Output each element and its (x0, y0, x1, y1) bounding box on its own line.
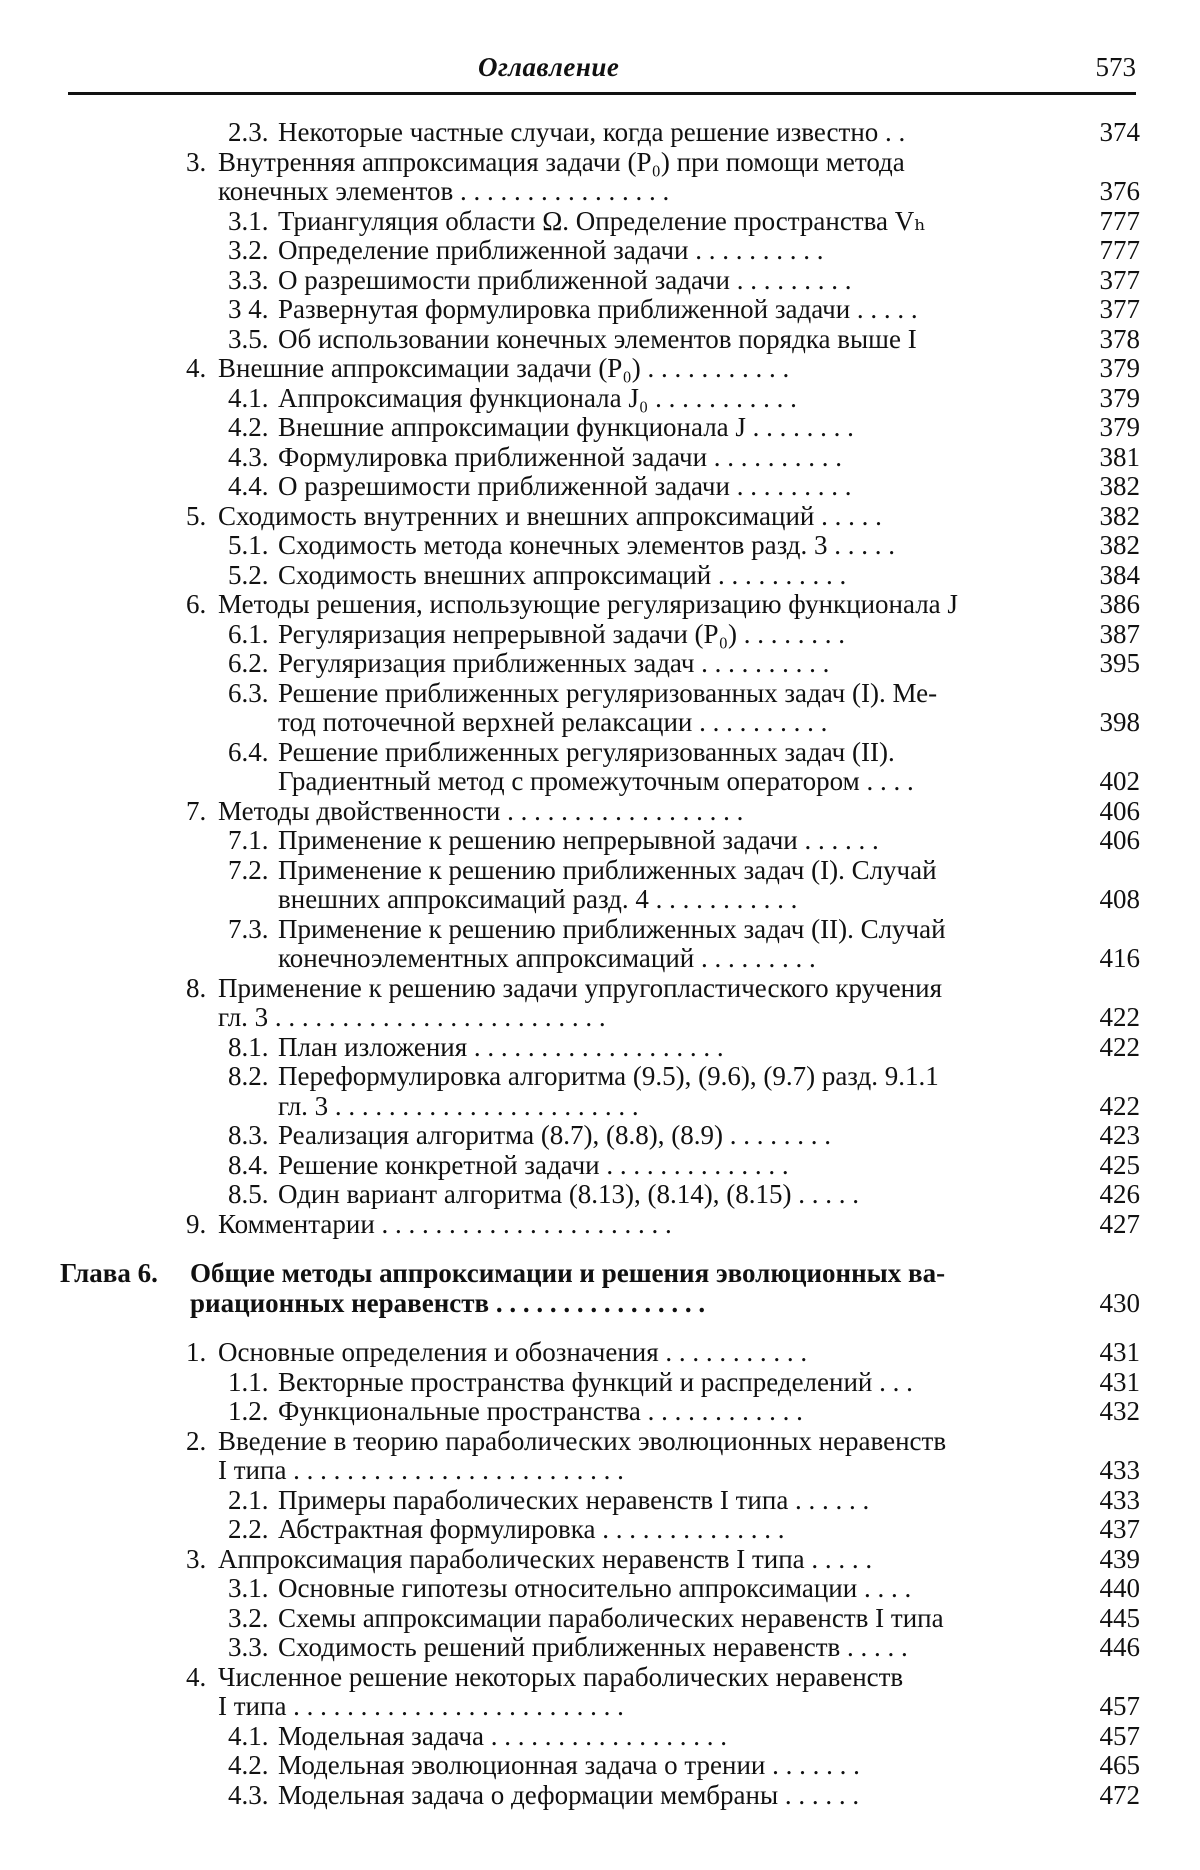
toc-entry (60, 974, 1140, 1033)
page-number: 573 (1095, 52, 1136, 82)
toc-entry (60, 207, 1140, 237)
entry-number: 6.4. (228, 736, 269, 767)
entry-title: Решение конкретной задачи . . . . . . . . . . . . . . (278, 1150, 789, 1180)
entry-title: Сходимость решений приближенных неравенств . . . . . (278, 1633, 908, 1662)
entry-title: Применение к решению задачи упругопластического кручения (218, 973, 942, 1003)
entry-number: 7.3. (228, 913, 269, 944)
entry-title: Основные определения и обозначения . . . . . . . . . . . (218, 1338, 808, 1367)
entry-title: Функциональные пространства . . . . . . . . . . . . (278, 1397, 803, 1426)
entry-page: 472 (1099, 1779, 1140, 1810)
entry-page: 384 (1099, 559, 1140, 590)
entry-page: 445 (1099, 1602, 1140, 1633)
toc-entry (60, 1751, 1140, 1781)
entry-page: 416 (1099, 943, 1140, 973)
entry-number: 7.2. (228, 854, 269, 885)
toc-entry (60, 679, 1140, 738)
entry-page: 379 (1099, 412, 1140, 442)
entry-number: 7. (186, 795, 207, 826)
entry-title: Регуляризация непрерывной задачи (P₀) . . . . . . . . (278, 619, 845, 649)
entry-page: 377 (1099, 294, 1140, 324)
entry-title: Триангуляция области Ω. Определение пространства Vₕ (278, 206, 926, 236)
entry-page: 446 (1099, 1632, 1140, 1662)
entry-page: 422 (1099, 1031, 1140, 1062)
entry-page: 381 (1099, 441, 1140, 472)
entry-page: 402 (1099, 766, 1140, 796)
entry-page: 382 (1099, 500, 1140, 531)
entry-number: 7.1. (228, 825, 269, 855)
entry-number: 8.5. (228, 1179, 269, 1209)
entry-page: 777 (1099, 235, 1140, 265)
entry-number: 6. (186, 589, 207, 619)
toc-entry (60, 502, 1140, 532)
entry-page: 377 (1099, 264, 1140, 295)
entry-page: 423 (1099, 1120, 1140, 1150)
entry-title: Сходимость внутренних и внешних аппроксимаций . . . . . (218, 501, 882, 531)
entry-page: 398 (1099, 707, 1140, 737)
entry-page: 426 (1099, 1179, 1140, 1209)
section-gap (60, 1318, 1140, 1338)
entry-number: 3. (186, 1543, 207, 1574)
entry-page: 427 (1099, 1208, 1140, 1239)
entry-number: 1.1. (228, 1366, 269, 1397)
entry-page: 432 (1099, 1396, 1140, 1426)
entry-title-continued: гл. 3 . . . . . . . . . . . . . . . . . . . . . . . . . (218, 1003, 606, 1032)
page-header (68, 52, 1136, 96)
entry-title: План изложения . . . . . . . . . . . . . . . . . . . (278, 1032, 724, 1062)
entry-title: Применение к решению непрерывной задачи . . . . . . (278, 826, 879, 855)
entry-page: 439 (1099, 1543, 1140, 1574)
toc-entry (60, 649, 1140, 679)
entry-page: 465 (1099, 1750, 1140, 1780)
entry-page: 422 (1099, 1002, 1140, 1032)
toc-entry (60, 1781, 1140, 1811)
entry-number: 6.3. (228, 677, 269, 708)
toc-entry (60, 1397, 1140, 1427)
entry-number: 1. (186, 1337, 207, 1367)
entry-title: Некоторые частные случаи, когда решение известно . . (278, 118, 906, 147)
entry-page: 408 (1099, 884, 1140, 914)
toc-entry (60, 1180, 1140, 1210)
entry-number: 3.3. (228, 1632, 269, 1662)
toc-entry (60, 1368, 1140, 1398)
entry-title: Аппроксимация параболических неравенств I типа . . . . . (218, 1544, 873, 1574)
entry-title: О разрешимости приближенной задачи . . . . . . . . . (278, 472, 852, 501)
entry-title-continued: I типа . . . . . . . . . . . . . . . . . . . . . . . . . (218, 1456, 624, 1485)
toc-entry (60, 1338, 1140, 1368)
toc-entry (60, 856, 1140, 915)
entry-title: Схемы аппроксимации параболических неравенств I типа (278, 1603, 944, 1633)
toc-entry (60, 590, 1140, 620)
entry-number: 4.2. (228, 1750, 269, 1780)
toc-entry (60, 472, 1140, 502)
entry-title-continued: конечных элементов . . . . . . . . . . . . . . . . (218, 177, 670, 206)
entry-number: 1.2. (228, 1396, 269, 1426)
entry-title-continued: риационных неравенств . . . . . . . . . . . . . . . . (190, 1288, 706, 1318)
toc-entry (60, 1033, 1140, 1063)
table-of-contents (60, 118, 1140, 1810)
entry-number: 4.1. (228, 1720, 269, 1751)
entry-title: Один вариант алгоритма (8.13), (8.14), (8.15) . . . . . (278, 1180, 860, 1209)
entry-number: 3.1. (228, 205, 269, 236)
entry-number: Глава 6. (60, 1258, 158, 1288)
toc-entry (60, 1515, 1140, 1545)
toc-entry (60, 826, 1140, 856)
entry-title: Основные гипотезы относительно аппроксимации . . . . (278, 1574, 912, 1603)
toc-entry (60, 118, 1140, 148)
entry-page: 395 (1099, 648, 1140, 678)
entry-title: Регуляризация приближенных задач . . . . . . . . . . (278, 649, 830, 678)
entry-number: 9. (186, 1208, 207, 1239)
entry-title: Внутренняя аппроксимация задачи (P₀) при помощи метода (218, 147, 905, 177)
entry-title: Сходимость внешних аппроксимаций . . . . . . . . . . (278, 560, 847, 590)
entry-number: 4. (186, 1661, 207, 1692)
entry-page: 378 (1099, 323, 1140, 354)
entry-title: Примеры параболических неравенств I типа . . . . . . (278, 1485, 870, 1515)
toc-entry (60, 1722, 1140, 1752)
entry-title: Определение приближенной задачи . . . . . . . . . . (278, 236, 824, 265)
entry-page: 437 (1099, 1514, 1140, 1544)
entry-page: 431 (1099, 1337, 1140, 1367)
entry-page: 777 (1099, 205, 1140, 236)
entry-page: 433 (1099, 1455, 1140, 1485)
entry-title: Общие методы аппроксимации и решения эволюционных ва- (190, 1259, 946, 1288)
toc-entry (60, 148, 1140, 207)
toc-entry (60, 561, 1140, 591)
entry-number: 2. (186, 1425, 207, 1456)
toc-entry (60, 1663, 1140, 1722)
toc-entry (60, 1633, 1140, 1663)
entry-page: 386 (1099, 589, 1140, 619)
entry-title: Комментарии . . . . . . . . . . . . . . . . . . . . . . (218, 1209, 672, 1239)
entry-title-continued: гл. 3 . . . . . . . . . . . . . . . . . . . . . . . (278, 1091, 639, 1121)
toc-entry (60, 413, 1140, 443)
toc-entry (60, 325, 1140, 355)
entry-title: Об использовании конечных элементов порядка выше I (278, 324, 917, 354)
entry-title-continued: конечноэлементных аппроксимаций . . . . . . . . . (278, 944, 816, 973)
entry-page: 406 (1099, 795, 1140, 826)
header-rule (68, 92, 1136, 95)
toc-entry (60, 384, 1140, 414)
entry-number: 4. (186, 353, 207, 383)
entry-page: 425 (1099, 1149, 1140, 1180)
entry-title: Абстрактная формулировка . . . . . . . . . . . . . . (278, 1515, 785, 1544)
entry-page: 376 (1099, 176, 1140, 206)
entry-number: 8.3. (228, 1120, 269, 1150)
entry-title-continued: внешних аппроксимаций разд. 4 . . . . . . . . . . . (278, 885, 798, 914)
entry-number: 8. (186, 972, 207, 1003)
entry-page: 431 (1099, 1366, 1140, 1397)
entry-number: 6.1. (228, 618, 269, 649)
entry-page: 440 (1099, 1573, 1140, 1603)
toc-entry (60, 1121, 1140, 1151)
entry-title: Решение приближенных регуляризованных задач (I). Ме- (278, 678, 938, 708)
entry-page: 433 (1099, 1484, 1140, 1515)
entry-title: Внешние аппроксимации задачи (P₀) . . . . . . . . . . . (218, 354, 790, 383)
toc-entry (60, 1486, 1140, 1516)
toc-entry (60, 1604, 1140, 1634)
entry-title: Векторные пространства функций и распределений . . . (278, 1367, 913, 1397)
entry-title: Решение приближенных регуляризованных задач (II). (278, 737, 895, 767)
entry-number: 2.3. (228, 117, 269, 147)
entry-number: 3.3. (228, 264, 269, 295)
entry-number: 4.3. (228, 441, 269, 472)
entry-title: Сходимость метода конечных элементов разд. 3 . . . . . (278, 531, 896, 560)
entry-title: Введение в теорию параболических эволюционных неравенств (218, 1426, 947, 1456)
entry-number: 6.2. (228, 648, 269, 678)
entry-page: 457 (1099, 1720, 1140, 1751)
entry-page: 382 (1099, 530, 1140, 560)
entry-number: 8.1. (228, 1031, 269, 1062)
entry-number: 8.2. (228, 1061, 269, 1091)
entry-title-continued: Градиентный метод с промежуточным оператором . . . . (278, 767, 914, 796)
toc-entry (60, 915, 1140, 974)
entry-number: 3.1. (228, 1573, 269, 1603)
entry-number: 4.3. (228, 1779, 269, 1810)
entry-number: 4.4. (228, 471, 269, 501)
entry-title: Реализация алгоритма (8.7), (8.8), (8.9) . . . . . . . . (278, 1121, 832, 1150)
entry-page: 457 (1099, 1691, 1140, 1721)
entry-page: 406 (1099, 825, 1140, 855)
running-title: Оглавление (478, 52, 620, 82)
entry-title: Методы двойственности . . . . . . . . . . . . . . . . . . (218, 796, 744, 826)
toc-entry (60, 738, 1140, 797)
entry-number: 3.2. (228, 1602, 269, 1633)
entry-page: 379 (1099, 353, 1140, 383)
entry-title: Применение к решению приближенных задач (I). Случай (278, 855, 937, 885)
entry-number: 3. (186, 146, 207, 177)
toc-entry (60, 443, 1140, 473)
toc-entry (60, 620, 1140, 650)
entry-number: 3 4. (228, 294, 269, 324)
entry-title-continued: I типа . . . . . . . . . . . . . . . . . . . . . . . . . (218, 1692, 624, 1721)
entry-number: 5.1. (228, 530, 269, 560)
entry-title: Методы решения, использующие регуляризацию функционала J (218, 590, 958, 619)
toc-chapter-entry (60, 1259, 1140, 1318)
entry-title: Аппроксимация функционала J₀ . . . . . . . . . . . (278, 383, 797, 413)
entry-title-continued: тод поточечной верхней релаксации . . . . . . . . . . (278, 708, 828, 737)
entry-number: 2.2. (228, 1514, 269, 1544)
entry-title: Модельная задача о деформации мембраны . . . . . . (278, 1780, 860, 1810)
entry-number: 5.2. (228, 559, 269, 590)
entry-number: 3.5. (228, 323, 269, 354)
entry-title: Применение к решению приближенных задач (II). Случай (278, 914, 946, 944)
toc-entry (60, 295, 1140, 325)
entry-page: 382 (1099, 471, 1140, 501)
entry-title: Модельная эволюционная задача о трении . . . . . . . (278, 1751, 860, 1780)
entry-number: 8.4. (228, 1149, 269, 1180)
entry-number: 4.2. (228, 412, 269, 442)
toc-entry (60, 236, 1140, 266)
entry-page: 422 (1099, 1090, 1140, 1121)
entry-title: Внешние аппроксимации функционала J . . . . . . . . (278, 413, 854, 442)
entry-title: Численное решение некоторых параболических неравенств (218, 1662, 904, 1692)
entry-title: Развернутая формулировка приближенной задачи . . . . . (278, 295, 918, 324)
entry-title: Формулировка приближенной задачи . . . . . . . . . . (278, 442, 843, 472)
entry-title: Модельная задача . . . . . . . . . . . . . . . . . . (278, 1721, 728, 1751)
toc-entry (60, 1210, 1140, 1240)
toc-entry (60, 797, 1140, 827)
toc-entry (60, 266, 1140, 296)
entry-page: 387 (1099, 618, 1140, 649)
toc-entry (60, 1062, 1140, 1121)
toc-entry (60, 1427, 1140, 1486)
entry-number: 3.2. (228, 235, 269, 265)
toc-entry (60, 1151, 1140, 1181)
toc-entry (60, 1574, 1140, 1604)
entry-page: 374 (1099, 117, 1140, 147)
entry-title: Переформулировка алгоритма (9.5), (9.6), (9.7) разд. 9.1.1 (278, 1062, 939, 1091)
toc-entry (60, 531, 1140, 561)
section-gap (60, 1239, 1140, 1259)
entry-number: 5. (186, 500, 207, 531)
entry-number: 2.1. (228, 1484, 269, 1515)
entry-title: О разрешимости приближенной задачи . . . . . . . . . (278, 265, 852, 295)
entry-page: 379 (1099, 382, 1140, 413)
toc-entry (60, 354, 1140, 384)
entry-number: 4.1. (228, 382, 269, 413)
entry-page: 430 (1099, 1287, 1140, 1318)
toc-entry (60, 1545, 1140, 1575)
